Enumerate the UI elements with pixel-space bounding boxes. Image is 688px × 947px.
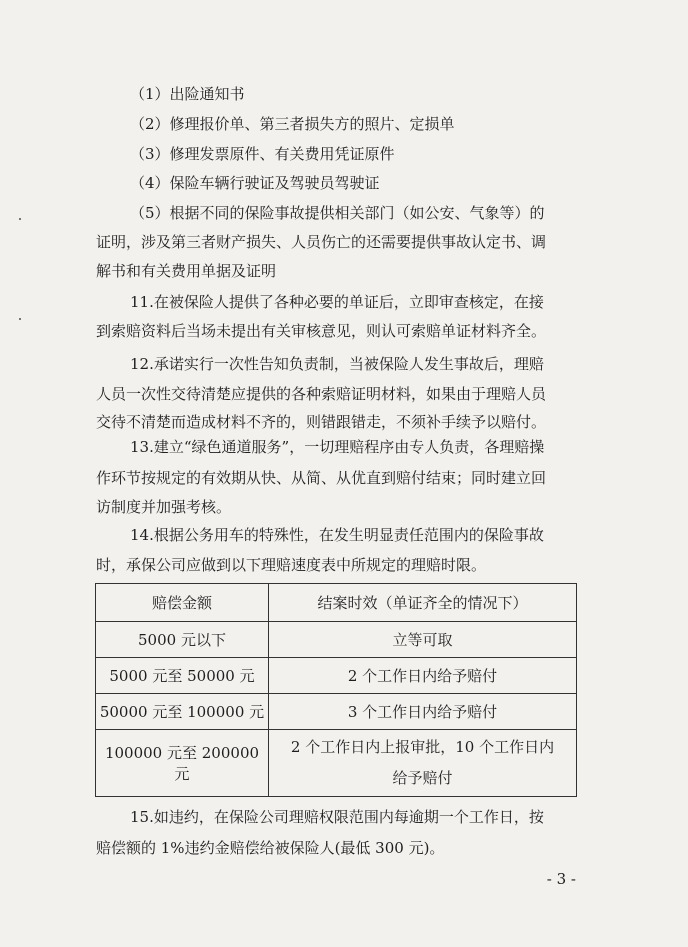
paragraph-12-line: 交待不清楚而造成材料不齐的，则错跟错走，不须补手续予以赔付。: [96, 413, 547, 431]
time-cell: 2 个工作日内给予赔付: [269, 658, 577, 694]
table-row: [96, 658, 577, 694]
scan-speck: [19, 318, 21, 320]
table-row: [96, 730, 577, 797]
time-cell-line: 2 个工作日内上报审批，10 个工作日内: [290, 738, 555, 756]
paragraph-13-line: 访制度并加强考核。: [96, 498, 232, 516]
table-row: [96, 622, 577, 658]
column-header-amount: 赔偿金额: [96, 584, 269, 622]
time-cell: 3 个工作日内给予赔付: [269, 694, 577, 730]
time-cell: 立等可取: [269, 622, 577, 658]
column-header-time: 结案时效（单证齐全的情况下）: [269, 584, 577, 622]
paragraph-14-line: 时，承保公司应做到以下理赔速度表中所规定的理赔时限。: [96, 556, 487, 574]
list-item: （4）保险车辆行驶证及驾驶员驾驶证: [130, 174, 380, 192]
scan-speck: [19, 218, 21, 220]
table-header-row: [96, 584, 577, 622]
amount-cell: 50000 元至 100000 元: [96, 694, 269, 730]
page-number: - 3 -: [546, 870, 576, 888]
list-item-continuation: 证明，涉及第三者财产损失、人员伤亡的还需要提供事故认定书、调: [96, 233, 547, 251]
paragraph-13-line: 13.建立“绿色通道服务”，一切理赔程序由专人负责，各理赔操: [130, 438, 545, 456]
paragraph-14-line: 14.根据公务用车的特殊性，在发生明显责任范围内的保险事故: [130, 526, 544, 544]
list-item: （2）修理报价单、第三者损失方的照片、定损单: [130, 115, 455, 133]
time-cell-line: 给予赔付: [392, 769, 453, 787]
paragraph-15-line: 15.如违约，在保险公司理赔权限范围内每逾期一个工作日，按: [130, 808, 544, 826]
table-row: [96, 694, 577, 730]
amount-cell: 5000 元以下: [96, 622, 269, 658]
list-item: （5）根据不同的保险事故提供相关部门（如公安、气象等）的: [130, 204, 545, 222]
list-item: （1）出险通知书: [130, 85, 245, 103]
paragraph-12-line: 人员一次性交待清楚应提供的各种索赔证明材料，如果由于理赔人员: [96, 385, 547, 403]
amount-cell: 100000 元至 200000 元: [96, 730, 269, 797]
paragraph-13-line: 作环节按规定的有效期从快、从简、从优直到赔付结束；同时建立回: [96, 469, 547, 487]
paragraph-11-line: 到索赔资料后当场未提出有关审核意见，则认可索赔单证材料齐全。: [96, 322, 547, 340]
time-cell: [269, 730, 577, 797]
list-item-continuation: 解书和有关费用单据及证明: [96, 262, 277, 280]
amount-cell: 5000 元至 50000 元: [96, 658, 269, 694]
paragraph-12-line: 12.承诺实行一次性告知负责制，当被保险人发生事故后，理赔: [130, 355, 544, 373]
claim-speed-table: [95, 583, 577, 797]
list-item: （3）修理发票原件、有关费用凭证原件: [130, 145, 395, 163]
paragraph-11-line: 11.在被保险人提供了各种必要的单证后，立即审查核定，在接: [130, 293, 544, 311]
paragraph-15-line: 赔偿额的 1%违约金赔偿给被保险人(最低 300 元)。: [96, 839, 445, 857]
